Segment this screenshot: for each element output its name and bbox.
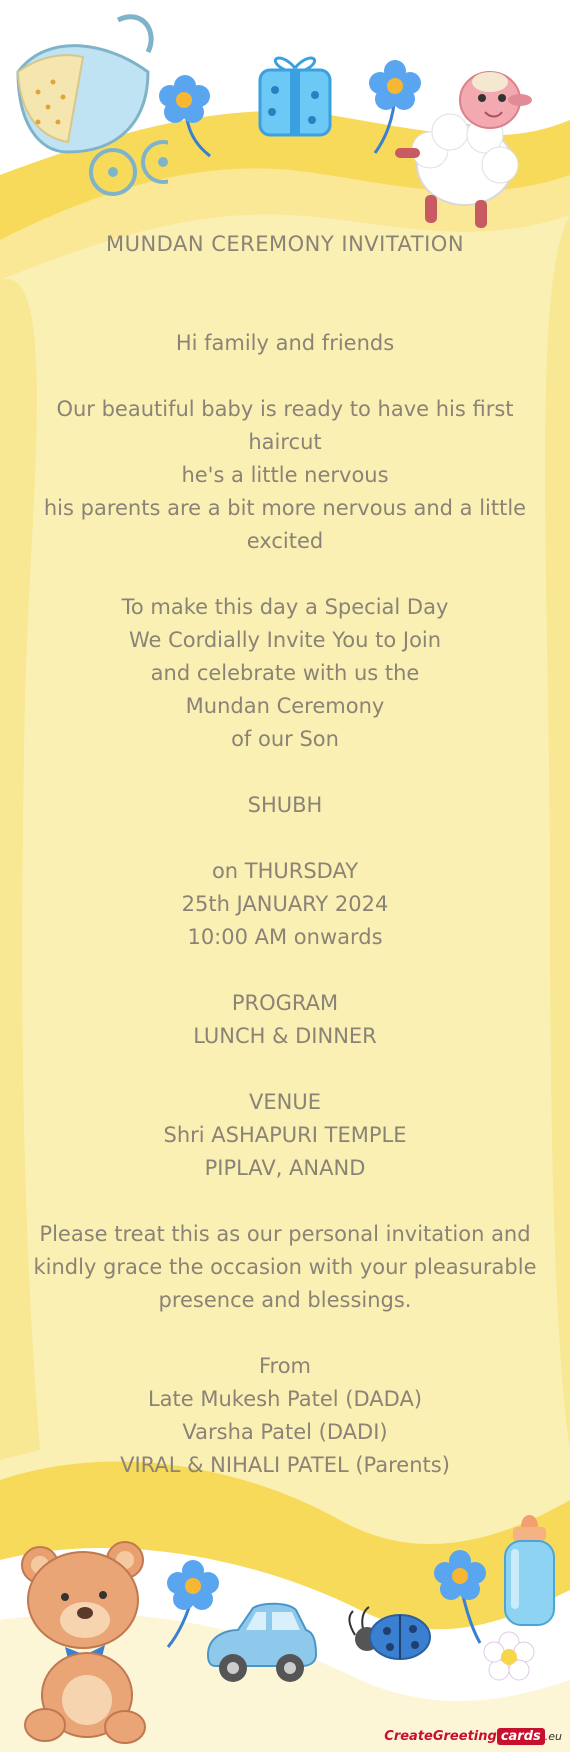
from-heading: From bbox=[258, 1354, 312, 1378]
invite-line-4: Mundan Ceremony bbox=[185, 694, 385, 718]
invite-line-2: We Cordially Invite You to Join bbox=[128, 628, 442, 652]
invitation-text bbox=[30, 0, 540, 1482]
intro-line-3: his parents are a bit more nervous and a little excited bbox=[43, 496, 527, 553]
page-title: MUNDAN CEREMONY INVITATION bbox=[105, 232, 465, 256]
invite-line-5: of our Son bbox=[231, 727, 339, 751]
baby-bottle-icon bbox=[497, 1505, 562, 1630]
program-heading: PROGRAM bbox=[231, 991, 339, 1015]
from-line-3: VIRAL & NIHALI PATEL (Parents) bbox=[120, 1453, 450, 1477]
event-date: 25th JANUARY 2024 bbox=[181, 892, 389, 916]
teddy-bear-icon bbox=[15, 1535, 165, 1745]
venue-line-1: Shri ASHAPURI TEMPLE bbox=[163, 1123, 407, 1147]
event-day: on THURSDAY bbox=[211, 859, 359, 883]
venue-heading: VENUE bbox=[249, 1090, 321, 1114]
intro-line-1: Our beautiful baby is ready to have his first haircut bbox=[56, 397, 514, 454]
intro-line-2: he's a little nervous bbox=[181, 463, 389, 487]
baby-name: SHUBH bbox=[247, 793, 323, 817]
event-time: 10:00 AM onwards bbox=[187, 925, 383, 949]
venue-line-2: PIPLAV, ANAND bbox=[204, 1156, 366, 1180]
brand-logo[interactable]: CreateGreeting cards .eu bbox=[384, 1729, 562, 1744]
program-item: LUNCH & DINNER bbox=[193, 1024, 377, 1048]
toy-car-icon bbox=[198, 1600, 318, 1690]
flower-icon bbox=[482, 1630, 537, 1685]
closing-message: Please treat this as our personal invitation and kindly grace the occasion with your pleasurable presence and blessings. bbox=[33, 1222, 537, 1312]
ladybug-icon bbox=[345, 1605, 435, 1665]
from-line-2: Varsha Patel (DADI) bbox=[182, 1420, 388, 1444]
from-line-1: Late Mukesh Patel (DADA) bbox=[147, 1387, 423, 1411]
invite-line-1: To make this day a Special Day bbox=[121, 595, 449, 619]
greeting: Hi family and friends bbox=[175, 331, 395, 355]
invite-line-3: and celebrate with us the bbox=[150, 661, 420, 685]
